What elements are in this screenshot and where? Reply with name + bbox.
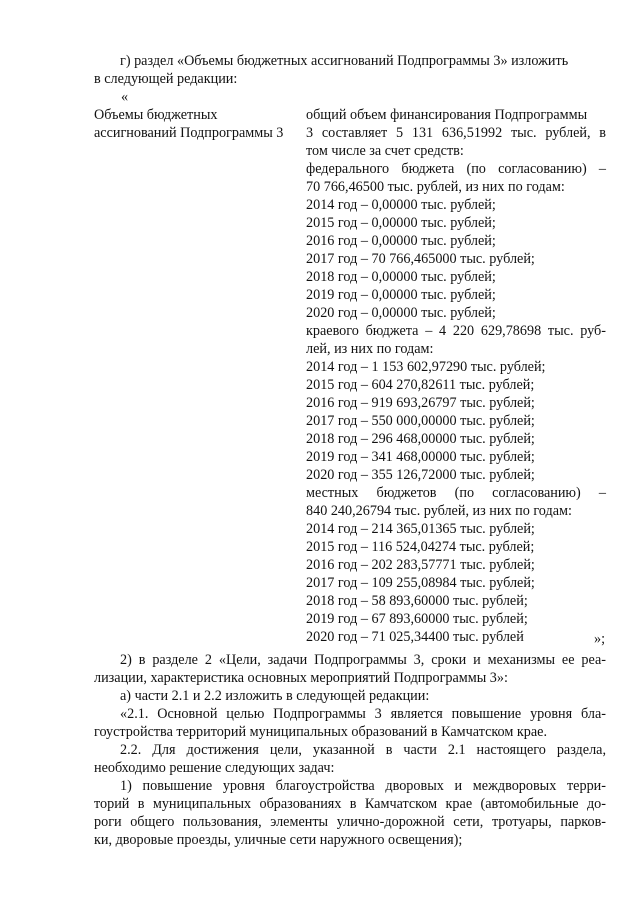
section2-p1-line: 2) в разделе 2 «Цели, задачи Подпрограммы 3, сроки и механизмы ее реа- — [120, 652, 606, 668]
regional-head-line: лей, из них по годам: — [306, 341, 434, 357]
table-right-content — [306, 106, 606, 646]
regional-year-line: 2019 год – 341 468,00000 тыс. рублей; — [306, 449, 535, 465]
federal-year-line: 2014 год – 0,00000 тыс. рублей; — [306, 197, 496, 213]
section2-p4-line: 2.2. Для достижения цели, указанной в части 2.1 настоящего раздела, — [120, 742, 606, 758]
regional-year-line: 2014 год – 1 153 602,97290 тыс. рублей; — [306, 359, 546, 375]
federal-year-line: 2018 год – 0,00000 тыс. рублей; — [306, 269, 496, 285]
federal-year-line: 2015 год – 0,00000 тыс. рублей; — [306, 215, 496, 231]
table-left-label — [94, 106, 309, 142]
section2-p3-line: «2.1. Основной целью Подпрограммы 3 является повышение уровня бла- — [120, 706, 606, 722]
regional-year-line: 2016 год – 919 693,26797 тыс. рублей; — [306, 395, 535, 411]
local-year-line: 2016 год – 202 283,57771 тыс. рублей; — [306, 557, 535, 573]
local-head-line: 840 240,26794 тыс. рублей, из них по годам: — [306, 503, 572, 519]
intro-paragraph — [94, 52, 606, 88]
regional-head-line: краевого бюджета – 4 220 629,78698 тыс. руб- — [306, 323, 606, 339]
total-line: общий объем финансирования Подпрограммы — [306, 107, 588, 123]
total-line: 3 составляет 5 131 636,51992 тыс. рублей, в — [306, 125, 606, 141]
local-year-line: 2017 год – 109 255,08984 тыс. рублей; — [306, 575, 535, 591]
section2-p4-line: необходимо решение следующих задач: — [94, 760, 335, 776]
federal-year-line: 2017 год – 70 766,465000 тыс. рублей; — [306, 251, 535, 267]
regional-year-line: 2018 год – 296 468,00000 тыс. рублей; — [306, 431, 535, 447]
section2-p5-line: ки, дворовые проезды, уличные сети наружного освещения); — [94, 832, 463, 848]
total-line: том числе за счет средств: — [306, 143, 464, 159]
local-year-line: 2014 год – 214 365,01365 тыс. рублей; — [306, 521, 535, 537]
section2-p3-line: гоустройства территорий муниципальных образований в Камчатском крае. — [94, 724, 548, 740]
section2-p5-line: торий в муниципальных образованиях в Камчатском крае (автомобильные до- — [94, 796, 606, 812]
federal-head-line: федерального бюджета (по согласованию) – — [306, 161, 606, 177]
regional-year-line: 2015 год – 604 270,82611 тыс. рублей; — [306, 377, 535, 393]
section2-p5-line: 1) повышение уровня благоустройства дворовых и междворовых терри- — [120, 778, 606, 794]
federal-year-line: 2019 год – 0,00000 тыс. рублей; — [306, 287, 496, 303]
left-label-line: Объемы бюджетных — [94, 107, 218, 123]
open-quote: « — [121, 89, 129, 105]
federal-year-line: 2016 год – 0,00000 тыс. рублей; — [306, 233, 496, 249]
local-head-line: местных бюджетов (по согласованию) – — [306, 485, 606, 501]
local-year-line: 2020 год – 71 025,34400 тыс. рублей — [306, 629, 524, 645]
section2-p2-line: а) части 2.1 и 2.2 изложить в следующей редакции: — [120, 688, 430, 704]
local-year-line: 2015 год – 116 524,04274 тыс. рублей; — [306, 539, 535, 555]
regional-year-line: 2017 год – 550 000,00000 тыс. рублей; — [306, 413, 535, 429]
local-year-line: 2018 год – 58 893,60000 тыс. рублей; — [306, 593, 528, 609]
close-quote: »; — [594, 631, 606, 647]
left-label-line: ассигнований Подпрограммы 3 — [94, 125, 284, 141]
regional-year-line: 2020 год – 355 126,72000 тыс. рублей; — [306, 467, 535, 483]
intro-line-1: г) раздел «Объемы бюджетных ассигнований Подпрограммы 3» изложить — [120, 53, 569, 69]
section2-p5-line: роги общего пользования, элементы улично-дорожной сети, тротуары, парков- — [94, 814, 606, 830]
section2-block — [94, 651, 606, 849]
section2-p1-line: лизации, характеристика основных мероприятий Подпрограммы 3»: — [94, 670, 508, 686]
federal-year-line: 2020 год – 0,00000 тыс. рублей; — [306, 305, 496, 321]
local-year-line: 2019 год – 67 893,60000 тыс. рублей; — [306, 611, 528, 627]
federal-head-line: 70 766,46500 тыс. рублей, из них по годам: — [306, 179, 565, 195]
intro-line-2: в следующей редакции: — [94, 71, 238, 87]
